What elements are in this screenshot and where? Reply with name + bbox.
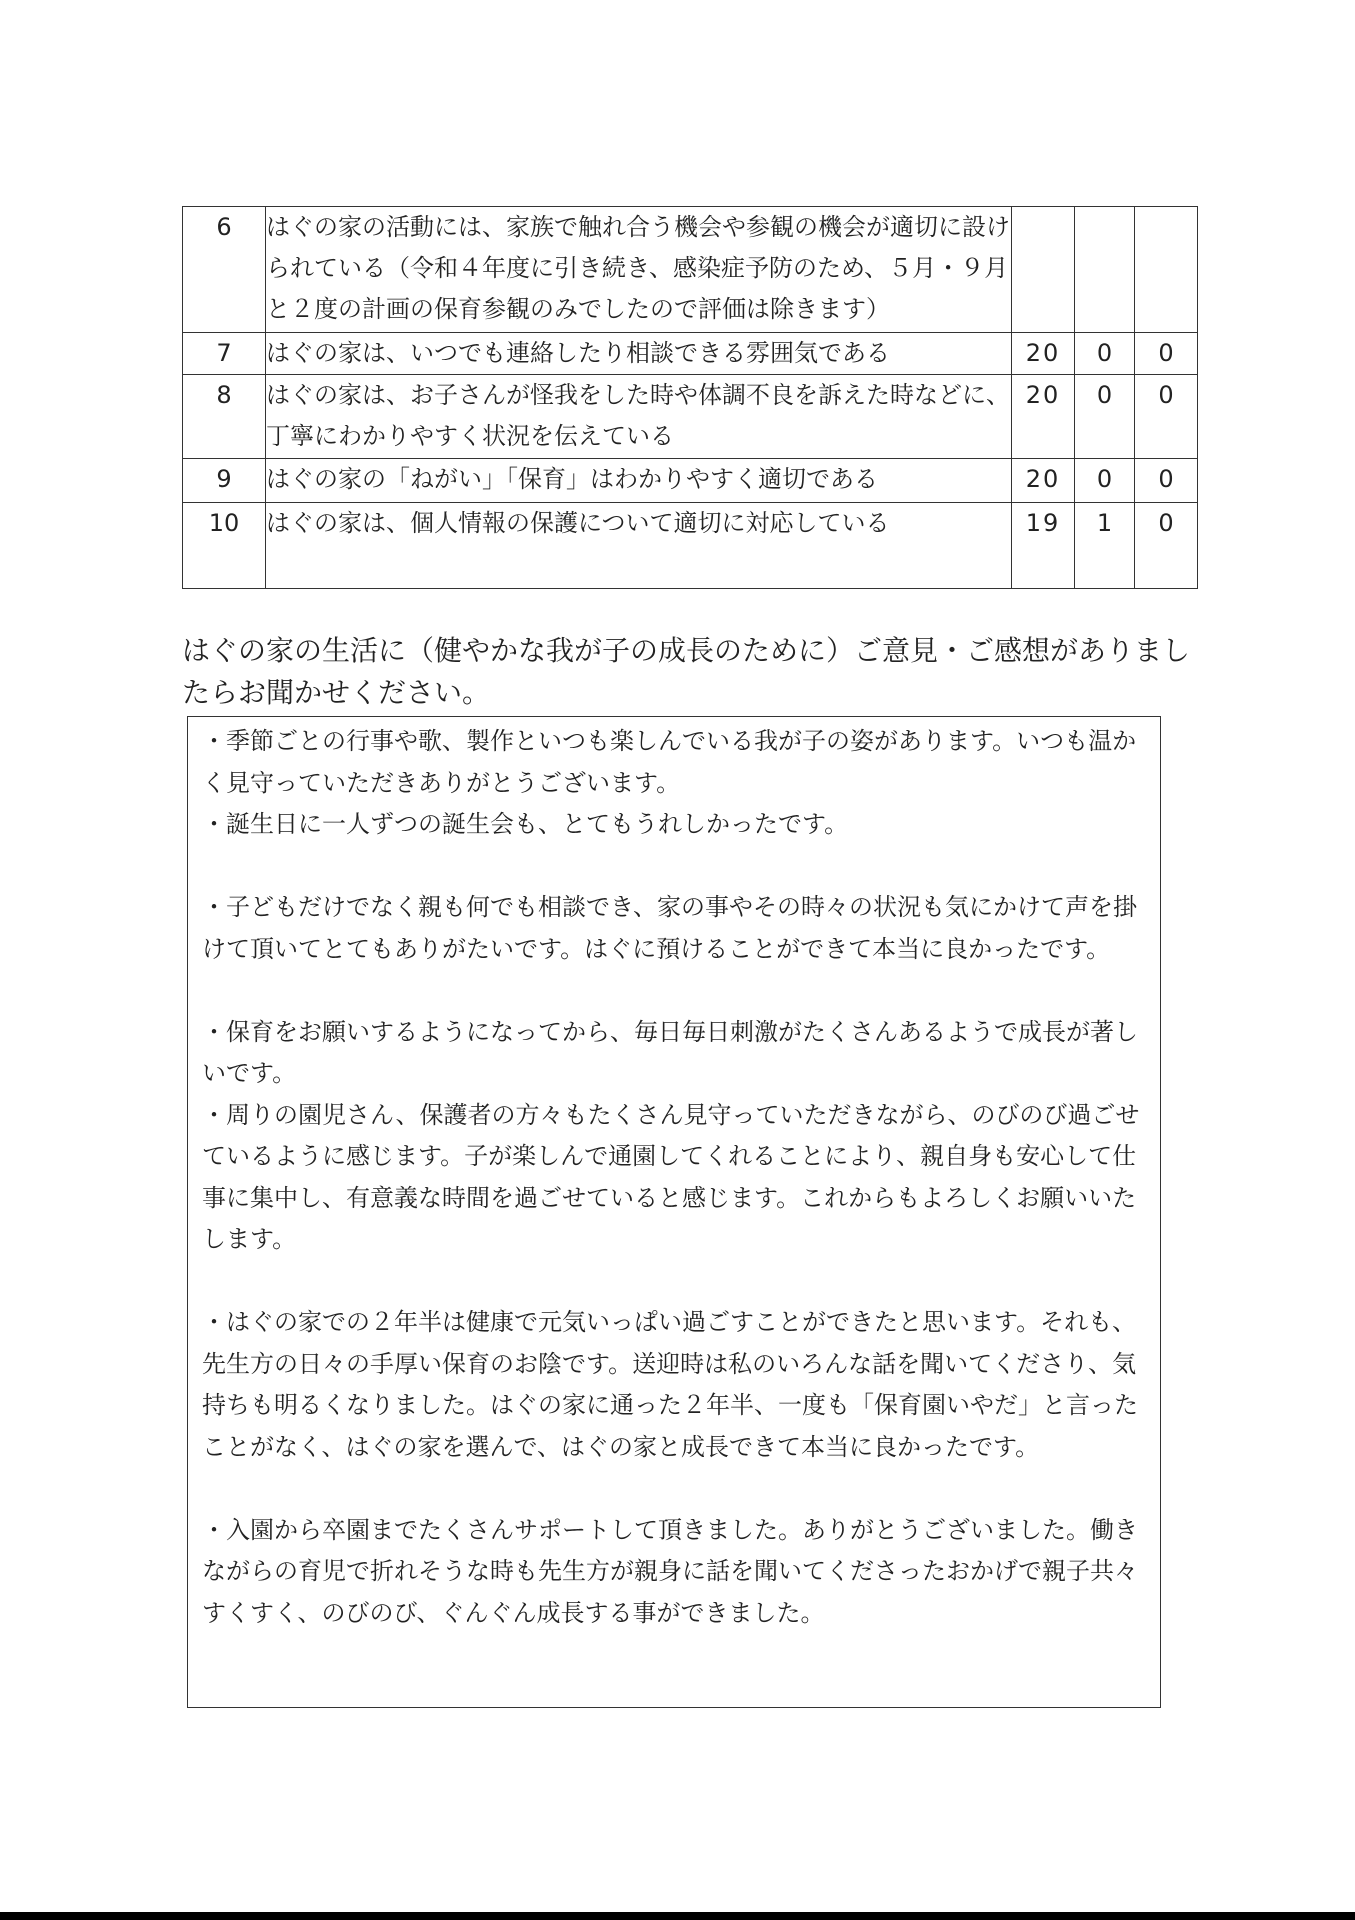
comment-prompt: はぐの家の生活に（健やかな我が子の成長のために）ご意見・ご感想がありましたらお聞かせください。: [182, 634, 1191, 709]
table-row: [183, 503, 1198, 589]
count-no: 0: [1135, 503, 1198, 589]
count-no: 0: [1135, 459, 1198, 503]
count-partial: 0: [1075, 459, 1135, 503]
question-text: はぐの家の活動には、家族で触れ合う機会や参観の機会が適切に設けられている（令和４年度に引き続き、感染症予防のため、５月・９月と２度の計画の保育参観のみでしたので評価は除きます）: [266, 207, 1012, 333]
question-text: はぐの家の「ねがい」「保育」はわかりやすく適切である: [266, 459, 1012, 503]
comment-line: ・周りの園児さん、保護者の方々もたくさん見守っていただきながら、のびのび過ごせているように感じます。子が楽しんで通園してくれることにより、親自身も安心して仕事に集中し、有意義な時間を過ごせていると感じます。これからもよろしくお願いいたします。: [202, 1100, 1140, 1253]
table-row: [183, 459, 1198, 503]
survey-table: [182, 206, 1198, 589]
table-row: [183, 375, 1198, 459]
comment-line: [202, 1261, 1150, 1303]
question-text: はぐの家は、いつでも連絡したり相談できる雰囲気である: [266, 333, 1012, 375]
row-number: 8: [183, 375, 266, 459]
comment-line: ・季節ごとの行事や歌、製作といつも楽しんでいる我が子の姿があります。いつも温かく見守っていただきありがとうございます。: [202, 727, 1137, 797]
comment-line: ・誕生日に一人ずつの誕生会も、とてもうれしかったです。: [202, 810, 849, 838]
count-partial: 0: [1075, 375, 1135, 459]
comment-line: [202, 970, 1150, 1012]
count-partial: 0: [1075, 333, 1135, 375]
count-no: [1135, 207, 1198, 333]
count-yes: 20: [1012, 375, 1075, 459]
question-text: はぐの家は、お子さんが怪我をした時や体調不良を訴えた時などに、丁寧にわかりやすく状況を伝えている: [266, 375, 1012, 459]
count-yes: 20: [1012, 333, 1075, 375]
count-partial: 1: [1075, 503, 1135, 589]
row-number: 6: [183, 207, 266, 333]
count-yes: 19: [1012, 503, 1075, 589]
comments-box: [187, 716, 1161, 1708]
comment-line: ・子どもだけでなく親も何でも相談でき、家の事やその時々の状況も気にかけて声を掛けて頂いてとてもありがたいです。はぐに預けることができて本当に良かったです。: [202, 893, 1138, 963]
comment-line: [202, 846, 1150, 888]
comment-line: ・入園から卒園までたくさんサポートして頂きました。ありがとうございました。働きながらの育児で折れそうな時も先生方が親身に話を聞いてくださったおかげで親子共々すくすく、のびのび、ぐんぐん成長する事ができました。: [202, 1515, 1138, 1627]
comment-line: ・保育をお願いするようになってから、毎日毎日刺激がたくさんあるようで成長が著しいです。: [202, 1017, 1138, 1087]
count-no: 0: [1135, 375, 1198, 459]
row-number: 9: [183, 459, 266, 503]
table-row: [183, 207, 1198, 333]
row-number: 10: [183, 503, 266, 589]
question-text: はぐの家は、個人情報の保護について適切に対応している: [266, 503, 1012, 589]
count-yes: 20: [1012, 459, 1075, 503]
table-row: [183, 333, 1198, 375]
comment-line: [202, 1468, 1150, 1510]
row-number: 7: [183, 333, 266, 375]
count-yes: [1012, 207, 1075, 333]
bottom-border: [0, 1912, 1355, 1920]
comment-line: ・はぐの家での２年半は健康で元気いっぱい過ごすことができたと思います。それも、先生方の日々の手厚い保育のお陰です。送迎時は私のいろんな話を聞いてくださり、気持ちも明るくなりました。はぐの家に通った２年半、一度も「保育園いやだ」と言ったことがなく、はぐの家を選んで、はぐの家と成長できて本当に良かったです。: [202, 1308, 1138, 1461]
count-no: 0: [1135, 333, 1198, 375]
count-partial: [1075, 207, 1135, 333]
